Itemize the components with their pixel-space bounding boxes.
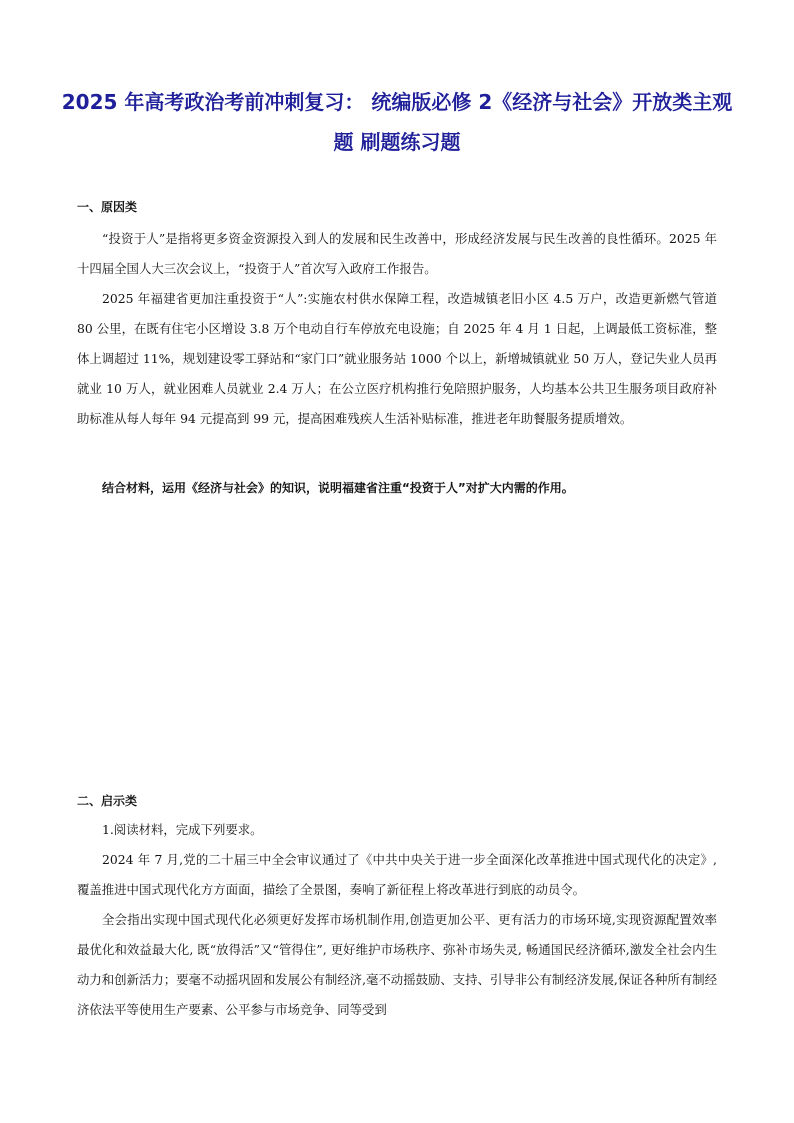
- section-heading-reason: 一、原因类: [77, 200, 138, 214]
- paragraph-plenum: 2024 年 7 月,党的二十届三中全会审议通过了《中共中央关于进一步全面深化改革推进中国式现代化的决定》,覆盖推进中国式现代化方方面面，描绘了全景图，奏响了新征程上将改革进行到底的动员令。: [77, 852, 717, 897]
- paragraph-material: 2025 年福建省更加注重投资于“人”:实施农村供水保障工程，改造城镇老旧小区 4.5 万户，改造更新燃气管道 80 公里，在既有住宅小区增设 3.8 万个电动自行车停放充电设施；自 2025 年 4 月 1 日起，上调最低工资标准，整体上调超过 11%，规划建设零工驿站和“家门口”就业服务站 1000 个以上，新增城镇就业 50 万人，登记失业人员再就业 10 万人，就业困难人员就业 2.4 万人；在公立医疗机构推行免陪照护服务，人均基本公共卫生服务项目政府补助标准从每人每年 94 元提高到 99 元，提高困难残疾人生活补贴标准，推进老年助餐服务提质增效。: [77, 291, 717, 426]
- page-title: 2025 年高考政治考前冲刺复习： 统编版必修 2《经济与社会》开放类主观题 刷题练习题: [61, 90, 733, 154]
- section-heading-insight: 二、启示类: [77, 794, 138, 808]
- paragraph-intro: “投资于人”是指将更多资金资源投入到人的发展和民生改善中，形成经济发展与民生改善的良性循环。2025 年十四届全国人大三次会议上，“投资于人”首次写入政府工作报告。: [77, 231, 717, 276]
- paragraph-market: 全会指出实现中国式现代化必须更好发挥市场机制作用,创造更加公平、更有活力的市场环境,实现资源配置效率最优化和效益最大化, 既“放得活”又“管得住”, 更好维护市场秩序、弥补市场失灵, 畅通国民经济循环,激发全社会内生动力和创新活力；要毫不动摇巩固和发展公有制经济,毫不动摇鼓励、支持、引导非公有制经济发展,保证各种所有制经济依法平等使用生产要素、公平参与市场竞争、同等受到: [77, 912, 717, 1017]
- question-text: 结合材料，运用《经济与社会》的知识，说明福建省注重“投资于人”对扩大内需的作用。: [102, 481, 574, 495]
- paragraph-instruction: 1.阅读材料，完成下列要求。: [102, 822, 263, 837]
